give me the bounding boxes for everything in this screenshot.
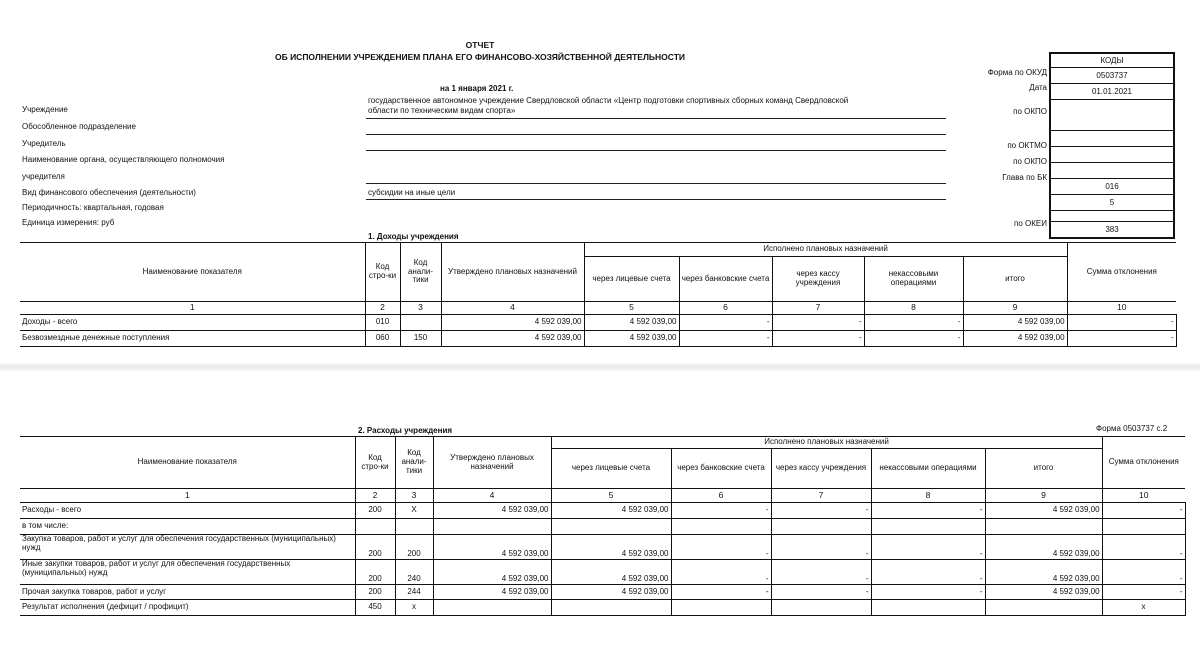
income-table <box>20 242 1177 347</box>
authority-label: Наименование органа, осуществляющего полномочия <box>22 155 225 164</box>
row-accounts <box>551 600 671 616</box>
income-h-approved: Утверждено плановых назначений <box>441 243 584 302</box>
date-label: Дата <box>1029 83 1047 92</box>
expense-colnum: 9 <box>985 489 1102 503</box>
row-noncash: - <box>864 331 963 347</box>
row-anal: 244 <box>395 585 433 600</box>
row-bank <box>671 519 771 535</box>
row-total: 4 592 039,00 <box>963 315 1067 331</box>
row-name: в том числе: <box>20 519 355 535</box>
glava-label: Глава по БК <box>1002 173 1047 182</box>
expense-h-total: итого <box>985 449 1102 489</box>
row-cash: - <box>771 560 871 585</box>
expense-table <box>20 436 1186 616</box>
oktmo-label: по ОКТМО <box>1007 141 1047 150</box>
oktmo-code <box>1050 147 1174 163</box>
founder-label: Учредитель <box>22 139 66 148</box>
row-cash: - <box>772 331 864 347</box>
row-name: Результат исполнения (дефицит / профицит) <box>20 600 355 616</box>
row-dev: - <box>1067 331 1176 347</box>
okpo2-label: по ОКПО <box>1013 157 1047 166</box>
fin-support-underline <box>366 199 946 200</box>
row-noncash: - <box>871 560 985 585</box>
income-h-code: Код стро-ки <box>365 243 400 302</box>
expense-h-name: Наименование показателя <box>20 437 355 489</box>
row-noncash: - <box>871 585 985 600</box>
row-total <box>985 519 1102 535</box>
income-colnum: 10 <box>1067 302 1176 315</box>
row-accounts: 4 592 039,00 <box>584 315 679 331</box>
fin-support-value: субсидии на иные цели <box>368 188 456 197</box>
row-accounts: 4 592 039,00 <box>551 585 671 600</box>
codes-box <box>1049 52 1175 239</box>
row-approved: 4 592 039,00 <box>433 560 551 585</box>
row-bank: - <box>679 331 772 347</box>
row-code: 060 <box>365 331 400 347</box>
okei-code: 383 <box>1050 222 1174 239</box>
codes-header: КОДЫ <box>1050 53 1174 68</box>
periodicity-label: Периодичность: квартальная, годовая <box>22 203 164 212</box>
row-dev: x <box>1102 600 1185 616</box>
report-date: на 1 января 2021 г. <box>440 84 514 93</box>
expense-colnum: 3 <box>395 489 433 503</box>
row-accounts: 4 592 039,00 <box>551 560 671 585</box>
founder2-label: учредителя <box>22 172 65 181</box>
row-approved: 4 592 039,00 <box>433 535 551 560</box>
row-dev: - <box>1102 585 1185 600</box>
row-cash: - <box>771 535 871 560</box>
row-bank: - <box>671 560 771 585</box>
table-row <box>20 585 1185 600</box>
income-colnum: 6 <box>679 302 772 315</box>
subdivision-label: Обособленное подразделение <box>22 122 136 131</box>
okud-code: 0503737 <box>1050 68 1174 84</box>
row-bank <box>671 600 771 616</box>
row-dev: - <box>1067 315 1176 331</box>
income-h-anal: Код анали-тики <box>400 243 441 302</box>
row-bank: - <box>671 503 771 519</box>
expense-colnum: 4 <box>433 489 551 503</box>
row-anal <box>400 315 441 331</box>
row-approved: 4 592 039,00 <box>441 315 584 331</box>
row-cash: - <box>771 585 871 600</box>
row-cash: - <box>771 503 871 519</box>
institution-underline <box>366 118 946 119</box>
income-h-total: итого <box>963 257 1067 302</box>
expense-h-noncash: некассовыми операциями <box>871 449 985 489</box>
income-h-cash: через кассу учреждения <box>772 257 864 302</box>
row-name: Безвозмездные денежные поступления <box>20 331 365 347</box>
unit-label: Единица измерения: руб <box>22 218 115 227</box>
row-accounts: 4 592 039,00 <box>551 535 671 560</box>
fin-code: 5 <box>1050 195 1174 211</box>
row-name: Иные закупки товаров, работ и услуг для обеспечения государственных (муниципальных) нужд <box>20 560 355 585</box>
fin-support-label: Вид финансового обеспечения (деятельности) <box>22 188 196 197</box>
table-row <box>20 315 1176 331</box>
income-colnum: 3 <box>400 302 441 315</box>
income-h-name: Наименование показателя <box>20 243 365 302</box>
row-code: 450 <box>355 600 395 616</box>
expense-h-code: Код стро-ки <box>355 437 395 489</box>
row-noncash <box>871 600 985 616</box>
income-colnum: 7 <box>772 302 864 315</box>
expense-colnum: 10 <box>1102 489 1185 503</box>
glava-code: 016 <box>1050 179 1174 195</box>
row-dev: - <box>1102 560 1185 585</box>
row-anal: 200 <box>395 535 433 560</box>
expense-colnum: 5 <box>551 489 671 503</box>
okpo-code <box>1050 100 1174 131</box>
income-colnum: 1 <box>20 302 365 315</box>
okpo-label: по ОКПО <box>1013 107 1047 116</box>
row-anal: 240 <box>395 560 433 585</box>
institution-value-1: государственное автономное учреждение Свердловской области «Центр подготовки спортивных сборных команд Свердловской <box>368 96 849 105</box>
expense-colnum: 2 <box>355 489 395 503</box>
row-code: 010 <box>365 315 400 331</box>
row-bank: - <box>671 585 771 600</box>
income-colnum: 2 <box>365 302 400 315</box>
row-approved: 4 592 039,00 <box>433 503 551 519</box>
table-row <box>20 503 1185 519</box>
table-row <box>20 331 1176 347</box>
page-fold <box>0 363 1200 371</box>
row-approved: 4 592 039,00 <box>433 585 551 600</box>
expense-h-accounts: через лицевые счета <box>551 449 671 489</box>
table-row <box>20 560 1185 585</box>
expense-form-ref: Форма 0503737 с.2 <box>1096 424 1168 433</box>
table-row <box>20 600 1185 616</box>
row-total: 4 592 039,00 <box>985 535 1102 560</box>
period-code <box>1050 211 1174 222</box>
row-bank: - <box>679 315 772 331</box>
income-colnum: 9 <box>963 302 1067 315</box>
income-h-dev: Сумма отклонения <box>1067 243 1176 302</box>
table-row <box>20 519 1185 535</box>
row-total: 4 592 039,00 <box>963 331 1067 347</box>
row-anal: 150 <box>400 331 441 347</box>
row-code: 200 <box>355 585 395 600</box>
row-total: 4 592 039,00 <box>985 560 1102 585</box>
income-colnum: 4 <box>441 302 584 315</box>
row-noncash: - <box>864 315 963 331</box>
row-anal: x <box>395 600 433 616</box>
row-total <box>985 600 1102 616</box>
subdivision-underline <box>366 134 946 135</box>
founder2-underline <box>366 183 946 184</box>
income-h-bank: через банковские счета <box>679 257 772 302</box>
income-colnum: 8 <box>864 302 963 315</box>
expense-h-cash: через кассу учреждения <box>771 449 871 489</box>
row-dev: - <box>1102 503 1185 519</box>
row-approved <box>433 600 551 616</box>
row-noncash <box>871 519 985 535</box>
row-approved <box>433 519 551 535</box>
row-name: Доходы - всего <box>20 315 365 331</box>
row-approved: 4 592 039,00 <box>441 331 584 347</box>
institution-value-2: области по техническим видам спорта» <box>368 106 516 115</box>
expense-h-anal: Код анали-тики <box>395 437 433 489</box>
expense-h-approved: Утверждено плановых назначений <box>433 437 551 489</box>
okpo2-code <box>1050 163 1174 179</box>
row-total: 4 592 039,00 <box>985 585 1102 600</box>
row-code: 200 <box>355 560 395 585</box>
row-noncash: - <box>871 503 985 519</box>
report-subtitle: ОБ ИСПОЛНЕНИИ УЧРЕЖДЕНИЕМ ПЛАНА ЕГО ФИНАНСОВО-ХОЗЯЙСТВЕННОЙ ДЕЯТЕЛЬНОСТИ <box>274 52 685 62</box>
row-name: Прочая закупка товаров, работ и услуг <box>20 585 355 600</box>
expense-title: 2. Расходы учреждения <box>358 426 453 435</box>
income-h-accounts: через лицевые счета <box>584 257 679 302</box>
expense-h-executed: Исполнено плановых назначений <box>551 437 1102 449</box>
income-title: 1. Доходы учреждения <box>368 232 459 241</box>
row-accounts: 4 592 039,00 <box>584 331 679 347</box>
expense-h-dev: Сумма отклонения <box>1102 437 1185 489</box>
income-h-noncash: некассовыми операциями <box>864 257 963 302</box>
row-dev <box>1102 519 1185 535</box>
row-anal <box>395 519 433 535</box>
founder-underline <box>366 150 946 151</box>
row-name: Закупка товаров, работ и услуг для обеспечения государственных (муниципальных) нужд <box>20 535 355 560</box>
row-total: 4 592 039,00 <box>985 503 1102 519</box>
date-code: 01.01.2021 <box>1050 84 1174 100</box>
row-noncash: - <box>871 535 985 560</box>
income-h-executed: Исполнено плановых назначений <box>584 243 1067 257</box>
row-name: Расходы - всего <box>20 503 355 519</box>
blank-code <box>1050 131 1174 147</box>
expense-colnum: 1 <box>20 489 355 503</box>
row-code: 200 <box>355 535 395 560</box>
expense-h-bank: через банковские счета <box>671 449 771 489</box>
income-colnum: 5 <box>584 302 679 315</box>
row-anal: X <box>395 503 433 519</box>
row-bank: - <box>671 535 771 560</box>
table-row <box>20 535 1185 560</box>
row-accounts <box>551 519 671 535</box>
row-cash: - <box>772 315 864 331</box>
expense-colnum: 7 <box>771 489 871 503</box>
row-code <box>355 519 395 535</box>
row-cash <box>771 519 871 535</box>
institution-label: Учреждение <box>22 105 68 114</box>
report-title: ОТЧЕТ <box>465 40 495 50</box>
expense-colnum: 6 <box>671 489 771 503</box>
row-code: 200 <box>355 503 395 519</box>
okud-label: Форма по ОКУД <box>987 68 1047 77</box>
okei-label: по ОКЕИ <box>1014 219 1047 228</box>
expense-colnum: 8 <box>871 489 985 503</box>
row-accounts: 4 592 039,00 <box>551 503 671 519</box>
row-dev: - <box>1102 535 1185 560</box>
row-cash <box>771 600 871 616</box>
